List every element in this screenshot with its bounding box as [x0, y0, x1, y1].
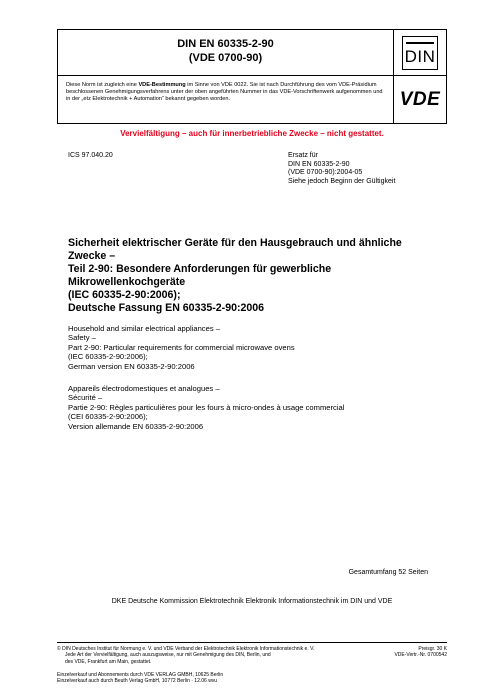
replacement-line: (VDE 0700-90):2004-05 — [288, 169, 363, 177]
title-english-line: Safety – — [68, 333, 96, 343]
title-french-line: Version allemande EN 60335-2-90:2006 — [68, 421, 204, 431]
vde-notice-cell — [58, 76, 394, 123]
replacement-line: Ersatz für — [288, 152, 318, 159]
title-french-line: Partie 2-90: Règles particulières pour les fours à micro-ondes à usage commercial — [68, 402, 345, 412]
ics-code: ICS 97.040.20 — [68, 152, 113, 159]
vde-notice-pre: Diese Norm ist zugleich eine — [66, 82, 139, 88]
title-french — [68, 384, 438, 431]
copyright-line: © DIN Deutsches Institut für Normung e. V. und VDE Verband der Elektrotechnik Elektronik Informationstechnik e. V. — [57, 646, 315, 652]
document-number: DIN EN 60335-2-90 — [177, 38, 274, 50]
din-logo-cell — [394, 30, 446, 76]
dke-line: DKE Deutsche Kommission Elektrotechnik Elektronik Informationstechnik im DIN und VDE — [111, 598, 393, 605]
title-french-line: Appareils électrodomestiques et analogues – — [68, 384, 220, 393]
reproduction-notice: Vervielfältigung – auch für innerbetriebliche Zwecke – nicht gestattet. — [120, 129, 384, 138]
title-english-line: German version EN 60335-2-90:2006 — [68, 361, 195, 371]
replacement-line: Siehe jedoch Beginn der Gültigkeit — [288, 177, 396, 185]
title-english-line: Household and similar electrical appliances – — [68, 324, 220, 333]
title-french-line: (CEI 60335-2-90:2006); — [68, 412, 148, 422]
vde-logo: VDE — [399, 88, 441, 110]
footer-copyright — [57, 646, 375, 665]
title-german-line: Deutsche Fassung EN 60335-2-90:2006 — [68, 302, 265, 314]
footer-price-info — [380, 646, 447, 659]
footer-sales — [57, 672, 375, 685]
total-pages: Gesamtumfang 52 Seiten — [348, 569, 428, 576]
title-french-line: Sécurité – — [68, 393, 103, 403]
title-english-line: Part 2-90: Particular requirements for commercial microwave ovens — [68, 342, 295, 352]
din-logo-text: DIN — [404, 46, 436, 66]
document-number-cell — [58, 30, 394, 76]
title-german-line: Teil 2-90: Besondere Anforderungen für gewerbliche — [68, 263, 332, 275]
vde-logo-cell — [394, 76, 446, 123]
vde-notice — [66, 82, 385, 104]
replacement-line: DIN EN 60335-2-90 — [288, 160, 350, 168]
replacement-info — [288, 152, 395, 186]
order-number: VDE-Vertr.-Nr. 0700542 — [394, 652, 447, 659]
copyright-line: Jede Art der Vervielfältigung, auch auszugsweise, nur mit Genehmigung des DIN, Berlin, und — [65, 652, 271, 659]
din-logo-bar — [406, 42, 434, 44]
vde-number: (VDE 0700-90) — [188, 52, 263, 64]
title-german-line: Zwecke – — [68, 250, 116, 262]
title-german-line: Mikrowellenkochgeräte — [68, 276, 186, 288]
vde-notice-post: im Sinne von VDE 0022. Sie ist nach Durchführung des vom VDE-Präsidium beschlossenen Genehmigungsverfahrens unter der oben angeführten Nummer in das VDE-Vorschriftenwerk aufgenommen und in der „etz Elektrotechnik + Automation“ bekannt gegeben worden. — [66, 82, 383, 103]
header-box — [57, 29, 447, 124]
din-logo — [402, 36, 438, 70]
title-german — [68, 237, 438, 315]
sales-line: Einzelverkauf und Abonnements durch VDE VERLAG GMBH, 10625 Berlin — [57, 672, 224, 678]
title-english-line: (IEC 60335-2-90:2006); — [68, 352, 148, 362]
sales-line: Einzelverkauf auch durch Beuth Verlag GmbH, 10772 Berlin · 12.06 wvu — [57, 678, 218, 685]
vde-notice-bold: VDE-Bestimmung — [138, 82, 186, 88]
price-group: Preisgr. 30 K — [418, 646, 447, 652]
title-german-line: (IEC 60335-2-90:2006); — [68, 289, 181, 301]
footer-divider — [57, 642, 447, 643]
copyright-line: des VDE, Frankfurt am Main, gestattet. — [65, 658, 152, 665]
title-german-line: Sicherheit elektrischer Geräte für den Hausgebrauch und ähnliche — [68, 237, 402, 249]
title-english — [68, 324, 438, 371]
